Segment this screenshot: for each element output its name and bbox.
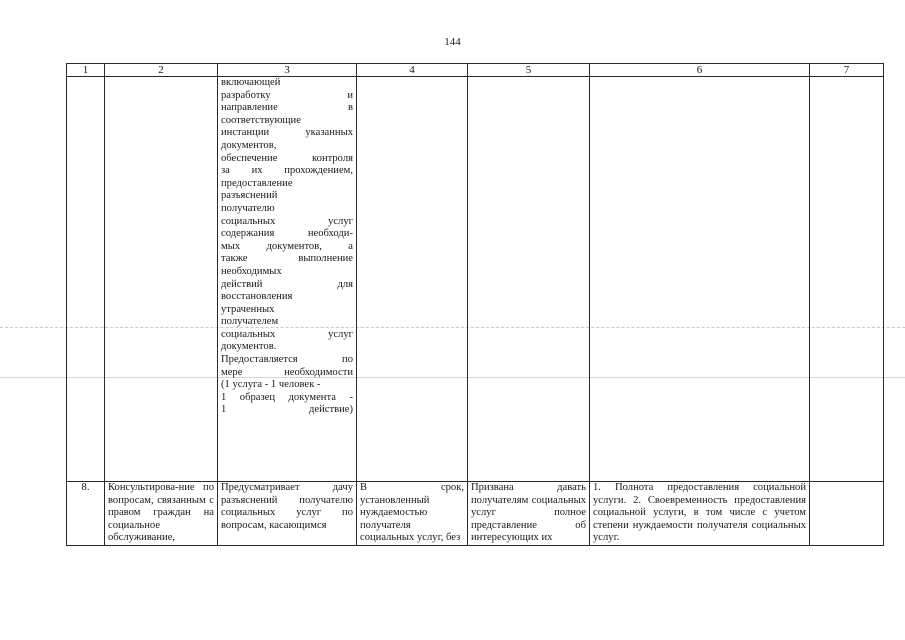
table-row-continuation: [67, 77, 884, 482]
description-word: содержания: [221, 228, 275, 240]
service-purpose-cell: [468, 77, 590, 482]
description-word: 1: [221, 404, 227, 416]
description-word: действие): [309, 404, 353, 416]
description-word: в: [347, 102, 353, 114]
description-word: -: [349, 391, 353, 403]
description-line: восстановления: [221, 291, 293, 303]
description-line: [221, 165, 353, 178]
header-cell-4: 4: [357, 64, 468, 77]
service-name-cell: [105, 482, 218, 546]
service-quality-cell: [590, 482, 810, 546]
row-number: [67, 77, 105, 482]
description-word: образец: [239, 391, 276, 403]
header-cell-1: 1: [67, 64, 105, 77]
service-quality-text: 1. Полнота предоставления социальной услуги. 2. Своевременность предоставления социальной услуги, в том числе с учетом степени нуждаемости получателя социальных услуг.: [593, 482, 806, 544]
header-cell-2: 2: [105, 64, 218, 77]
description-line: [221, 253, 353, 266]
header-cell-7: 7: [810, 64, 884, 77]
description-line: [221, 241, 353, 254]
description-word: обеспечение: [221, 152, 278, 164]
service-purpose-cell: [468, 482, 590, 546]
description-word: инстанции: [221, 127, 270, 139]
description-line: [221, 392, 353, 405]
service-description-lines: [221, 77, 353, 417]
description-word: необходи-: [307, 228, 353, 240]
service-description-cell: [218, 77, 357, 482]
description-line: предоставление: [221, 177, 293, 189]
description-line: [221, 329, 353, 342]
services-table: [66, 63, 884, 546]
description-word: Предоставляется: [221, 354, 298, 366]
description-word: разработку: [221, 89, 271, 101]
description-line: [221, 367, 353, 380]
description-word: направление: [221, 102, 278, 114]
description-line: соответствующие: [221, 114, 301, 126]
description-line: получателем: [221, 316, 279, 328]
header-cell-5: 5: [468, 64, 590, 77]
header-cell-6: 6: [590, 64, 810, 77]
description-line: [221, 102, 353, 115]
description-line: необходимых: [221, 265, 282, 277]
service-quality-cell: [590, 77, 810, 482]
header-cell-3: 3: [218, 64, 357, 77]
description-line: [221, 404, 353, 417]
description-word: за: [221, 165, 230, 177]
description-word: документов,: [266, 240, 322, 252]
service-notes-cell: [810, 77, 884, 482]
description-word: по: [342, 354, 353, 366]
table-row-8: [67, 482, 884, 546]
service-notes-cell: [810, 482, 884, 546]
description-line: [221, 279, 353, 292]
service-name-text: Консультирова-ние по вопросам, связанным с правом граждан на социальное обслуживание,: [108, 482, 214, 544]
service-description-text: Предусматривает дачу разъяснений получателю социальных услуг по вопросам, касающимся: [221, 482, 353, 531]
description-word: выполнение: [298, 253, 353, 265]
description-word: их: [251, 165, 263, 177]
description-line: [221, 228, 353, 241]
page-number: 144: [444, 36, 461, 48]
description-word: для: [337, 278, 353, 290]
description-line: утраченных: [221, 303, 275, 315]
service-description-cell: [218, 482, 357, 546]
description-word: действий: [221, 278, 263, 290]
description-line: [221, 127, 353, 140]
service-purpose-text: Призвана давать получателям социальных услуг полное представление об интересующих их: [471, 482, 586, 544]
description-word: контроля: [312, 152, 353, 164]
description-line: [221, 153, 353, 166]
description-line: [221, 90, 353, 103]
description-word: социальных: [221, 215, 276, 227]
description-line: [221, 216, 353, 229]
description-word: мых: [221, 240, 241, 252]
service-term-text: В срок, установленный нуждаемостью получателя социальных услуг, без: [360, 482, 464, 544]
description-word: социальных: [221, 328, 276, 340]
description-line: разъяснений: [221, 190, 278, 202]
description-line: включающей: [221, 77, 281, 88]
description-line: [221, 354, 353, 367]
description-word: 1: [221, 391, 227, 403]
description-line: получателю: [221, 202, 275, 214]
header-row: [67, 64, 884, 77]
description-word: необходимости: [284, 366, 353, 378]
description-line: документов,: [221, 139, 277, 151]
description-word: указанных: [305, 127, 353, 139]
row-number: 8.: [67, 482, 105, 546]
description-word: мере: [221, 366, 243, 378]
service-name-cell: [105, 77, 218, 482]
description-word: также: [221, 253, 248, 265]
description-word: услуг: [328, 328, 353, 340]
service-term-cell: [357, 482, 468, 546]
description-word: а: [348, 240, 353, 252]
description-line: (1 услуга - 1 человек -: [221, 379, 321, 391]
service-term-cell: [357, 77, 468, 482]
description-word: прохождением,: [284, 165, 353, 177]
description-line: документов.: [221, 341, 277, 353]
description-word: и: [347, 89, 353, 101]
description-word: услуг: [328, 215, 353, 227]
description-word: документа: [288, 391, 336, 403]
